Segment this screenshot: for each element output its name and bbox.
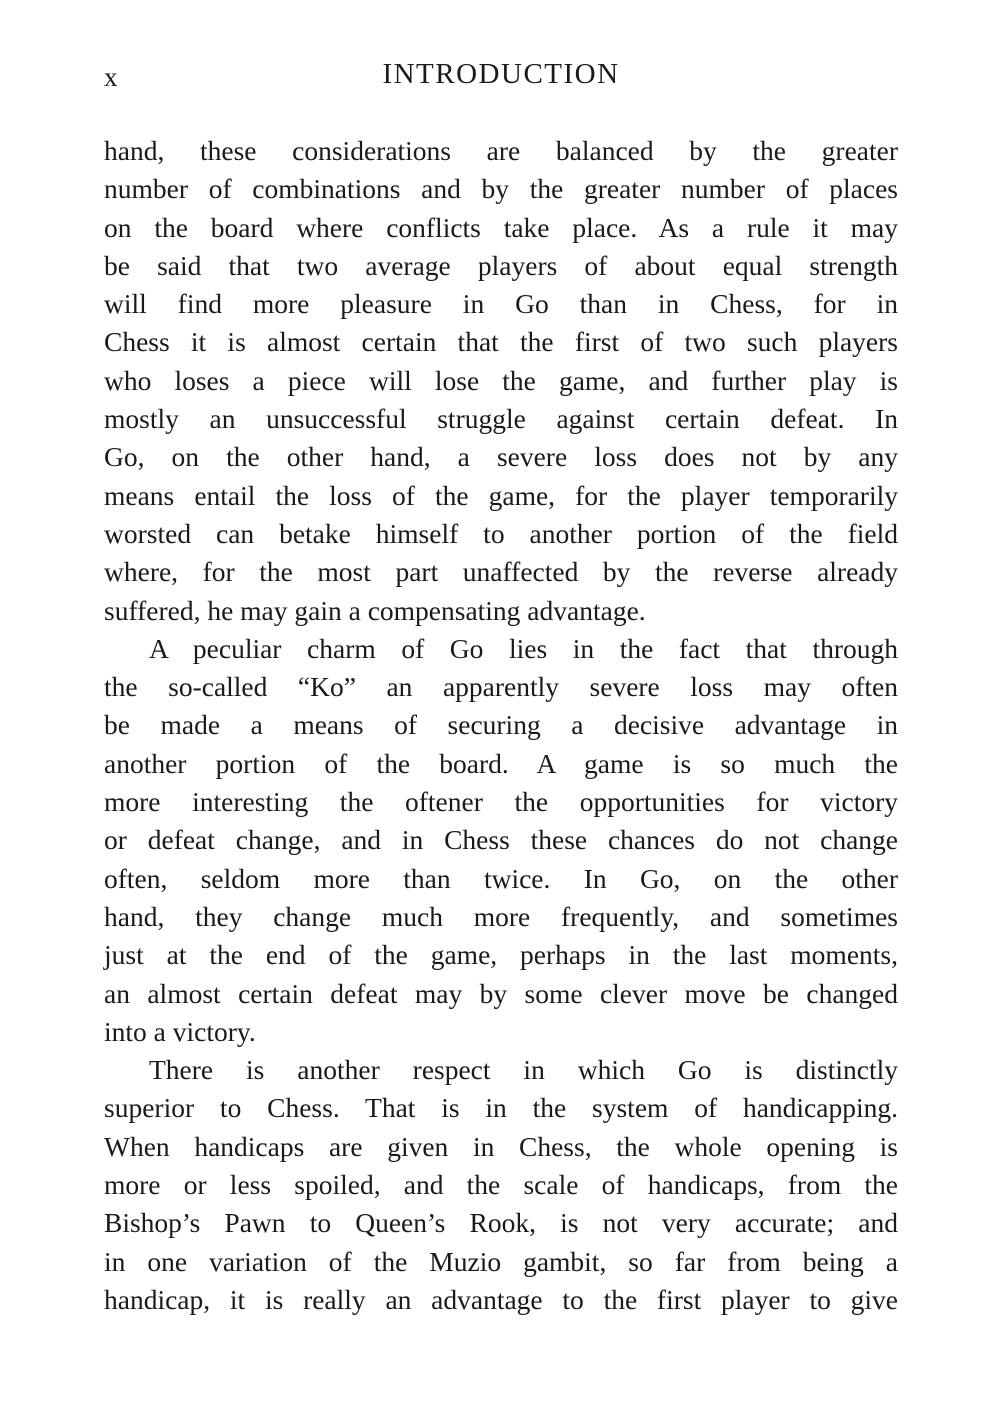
text-line: Chess it is almost certain that the first of two such players bbox=[104, 326, 898, 358]
text-line: more or less spoiled, and the scale of handicaps, from the bbox=[104, 1169, 898, 1201]
page-header bbox=[104, 58, 898, 98]
paragraph bbox=[104, 132, 898, 630]
text-line: mostly an unsuccessful struggle against certain defeat. In bbox=[104, 403, 898, 435]
paragraph bbox=[104, 630, 898, 1051]
running-head: INTRODUCTION bbox=[382, 58, 620, 90]
text-line: hand, these considerations are balanced by the greater bbox=[104, 135, 898, 166]
text-line: the so-called “Ko” an apparently severe loss may often bbox=[104, 671, 898, 703]
text-line: who loses a piece will lose the game, and further play is bbox=[104, 364, 898, 396]
text-line: Go, on the other hand, a severe loss does not by any bbox=[104, 441, 898, 473]
text-line: suffered, he may gain a compensating advantage. bbox=[104, 594, 646, 626]
text-line: where, for the most part unaffected by the reverse already bbox=[104, 556, 898, 588]
text-line: means entail the loss of the game, for the player temporarily bbox=[104, 479, 898, 511]
text-line: be made a means of securing a decisive advantage in bbox=[104, 709, 898, 741]
text-line: There is another respect in which Go is distinctly bbox=[149, 1054, 898, 1086]
text-line: or defeat change, and in Chess these chances do not change bbox=[104, 824, 898, 856]
text-line: hand, they change much more frequently, and sometimes bbox=[104, 900, 898, 932]
text-line: will find more pleasure in Go than in Chess, for in bbox=[104, 288, 898, 320]
text-line: another portion of the board. A game is so much the bbox=[104, 747, 898, 779]
text-line: number of combinations and by the greater number of places bbox=[104, 173, 898, 205]
text-line: on the board where conflicts take place. As a rule it may bbox=[104, 211, 898, 243]
text-line: an almost certain defeat may by some clever move be changed bbox=[104, 977, 898, 1009]
text-line: When handicaps are given in Chess, the whole opening is bbox=[104, 1130, 898, 1162]
body-text bbox=[104, 132, 898, 1319]
text-line: be said that two average players of about equal strength bbox=[104, 249, 898, 281]
text-line: often, seldom more than twice. In Go, on the other bbox=[104, 862, 898, 894]
text-line: handicap, it is really an advantage to the first player to give bbox=[104, 1283, 898, 1315]
text-line: just at the end of the game, perhaps in the last moments, bbox=[104, 939, 898, 971]
text-line: into a victory. bbox=[104, 1015, 256, 1047]
text-line: A peculiar charm of Go lies in the fact that through bbox=[149, 632, 898, 664]
text-line: in one variation of the Muzio gambit, so far from being a bbox=[104, 1245, 898, 1277]
text-line: more interesting the oftener the opportunities for victory bbox=[104, 786, 898, 818]
text-line: superior to Chess. That is in the system of handicapping. bbox=[104, 1092, 898, 1124]
text-line: worsted can betake himself to another portion of the field bbox=[104, 517, 898, 549]
paragraph bbox=[104, 1051, 898, 1319]
page-number: x bbox=[104, 62, 119, 92]
text-line: Bishop’s Pawn to Queen’s Rook, is not very accurate; and bbox=[104, 1207, 898, 1239]
